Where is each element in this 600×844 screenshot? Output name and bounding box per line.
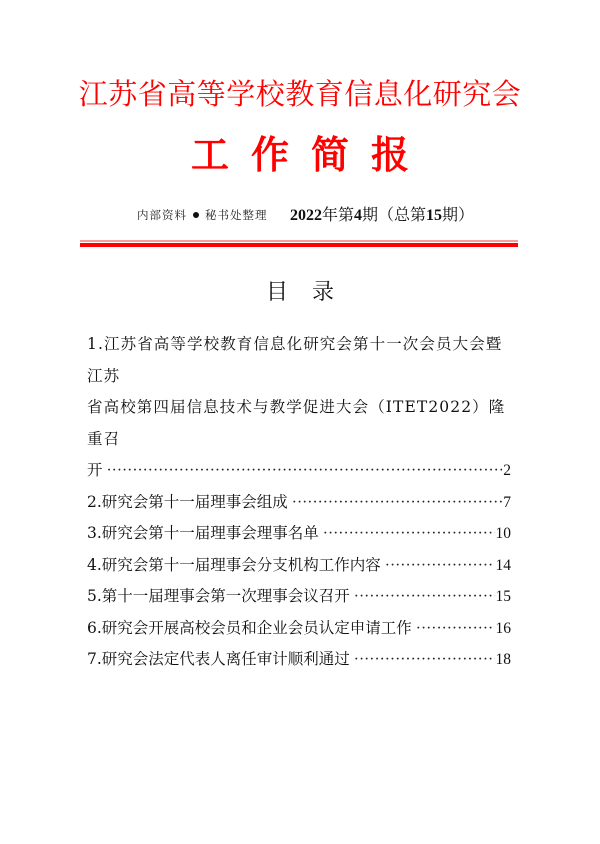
- toc-page-number: 16: [495, 619, 511, 637]
- toc-item-1[interactable]: [87, 329, 511, 487]
- toc-item-2[interactable]: [87, 487, 511, 519]
- dot-leader: [323, 518, 495, 550]
- internal-note: [137, 207, 268, 223]
- secretariat-label: 秘书处整理: [205, 208, 268, 222]
- toc-item-5[interactable]: [87, 581, 511, 613]
- internal-material-label: 内部资料: [137, 208, 187, 222]
- total-issue-no: 15: [426, 207, 443, 224]
- toc-page-number: 2: [503, 462, 511, 479]
- toc-item-4[interactable]: [87, 550, 511, 582]
- bullet-dot-icon: [193, 212, 199, 218]
- toc-item-label: 2.研究会第十一届理事会组成: [87, 492, 288, 511]
- header-rule-thick: [80, 243, 518, 247]
- toc-item-label: 3.研究会第十一届理事会理事名单: [87, 524, 319, 542]
- issue-no: 4: [354, 207, 363, 224]
- total-issue-suffix: 期）: [442, 207, 475, 224]
- toc-item-label: 4.研究会第十一届理事会分支机构工作内容: [87, 555, 381, 574]
- issue-meta-row: [0, 202, 600, 226]
- dot-leader: [107, 455, 503, 487]
- table-of-contents: [87, 329, 511, 676]
- issue-suffix: 期（总第: [362, 207, 427, 224]
- toc-item-label: 7.研究会法定代表人离任审计顺利通过: [87, 650, 350, 668]
- toc-item-3[interactable]: [87, 518, 511, 550]
- issue-number: [290, 202, 474, 225]
- bulletin-title: 工作简报: [190, 133, 431, 177]
- toc-item-7[interactable]: [87, 644, 511, 676]
- issue-year: 2022: [290, 207, 322, 224]
- toc-page-number: 7: [503, 493, 511, 511]
- toc-page-number: 14: [495, 556, 511, 574]
- toc-item-line: 1.江苏省高等学校教育信息化研究会第十一次会员大会暨江苏: [87, 335, 503, 385]
- toc-item-line: 省高校第四届信息技术与教学促进大会（ITET2022）隆重召: [87, 398, 506, 448]
- dot-leader: [385, 550, 495, 582]
- dot-leader: [354, 581, 495, 613]
- toc-item-label: 6.研究会开展高校会员和企业会员认定申请工作: [87, 618, 412, 637]
- dot-leader: [354, 644, 495, 676]
- toc-item-6[interactable]: [87, 613, 511, 645]
- toc-item-label: 5.第十一届理事会第一次理事会议召开: [87, 587, 350, 605]
- dot-leader: [292, 487, 502, 519]
- toc-item-label: 开: [87, 461, 103, 479]
- toc-page-number: 10: [495, 525, 511, 542]
- header-rule-thin: [80, 240, 518, 242]
- dot-leader: [416, 613, 495, 645]
- organization-title: 江苏省高等学校教育信息化研究会: [78, 77, 522, 111]
- issue-year-suffix: 年第: [322, 207, 355, 224]
- toc-page-number: 18: [495, 651, 511, 668]
- toc-page-number: 15: [495, 588, 511, 605]
- toc-heading: 目录: [265, 280, 358, 305]
